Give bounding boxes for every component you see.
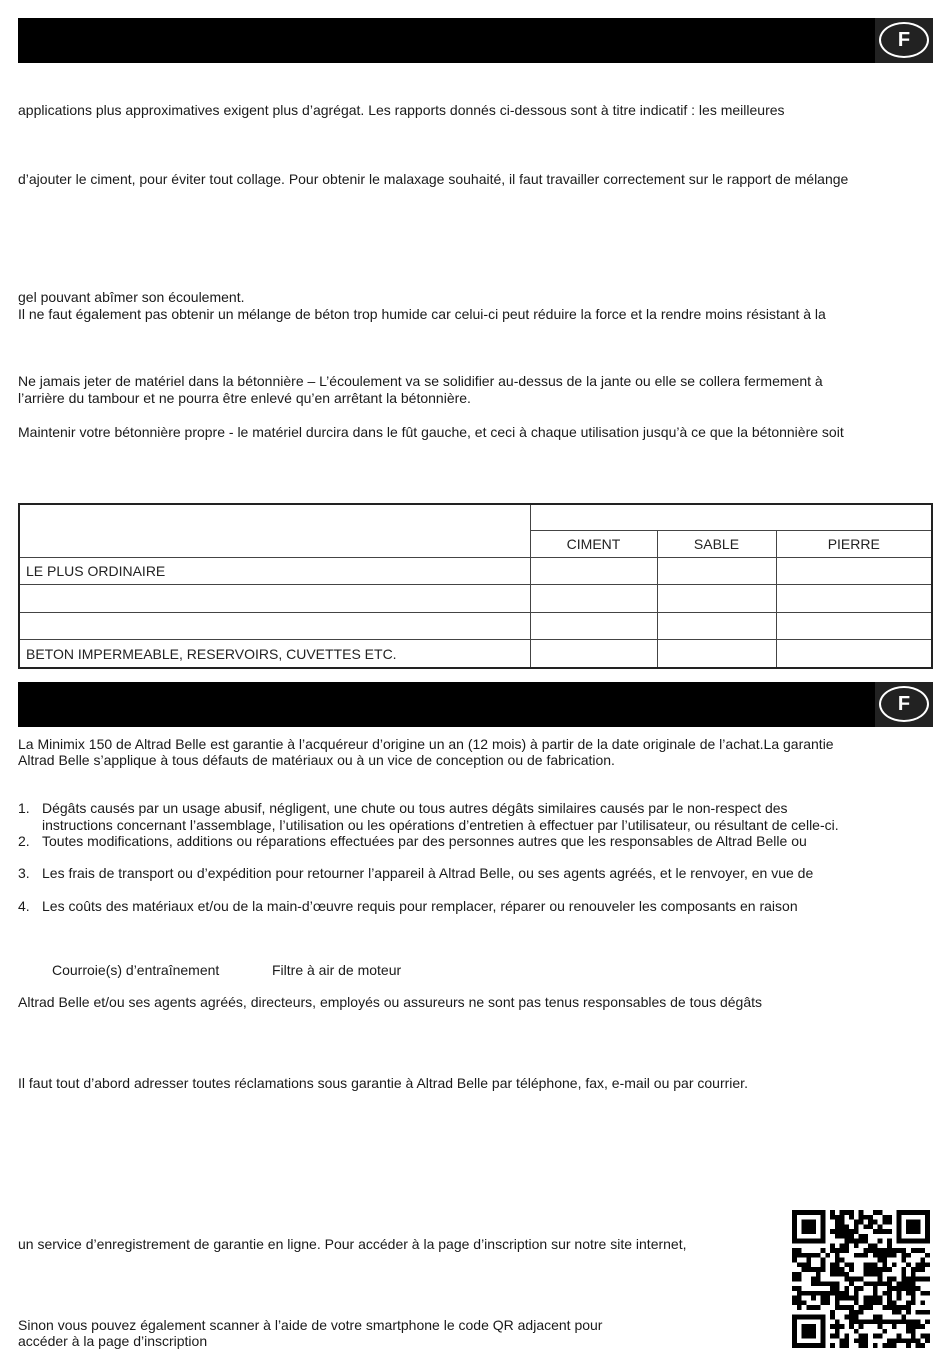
- table-row: [19, 640, 932, 669]
- list-item-number: 3.: [18, 865, 30, 881]
- list-item-number: 1.: [18, 800, 30, 816]
- list-item-text: instructions concernant l’assemblage, l’utilisation ou les opérations d’entretien à effectuer par l’utilisateur, ou résultant de celle-ci.: [42, 817, 839, 833]
- wear-part-air-filter: Filtre à air de moteur: [272, 962, 402, 978]
- cell-ciment: [530, 640, 657, 669]
- mixing-paragraph-4a: Ne jamais jeter de matériel dans la bétonnière – L’écoulement va se solidifier au-dessus de la jante ou elle se collera fermement à: [18, 373, 823, 389]
- language-badge-icon: F: [879, 686, 929, 722]
- list-item-text: Les frais de transport ou d’expédition pour retourner l’appareil à Altrad Belle, ou ses agents agréés, et le renvoyer, en vue de: [42, 865, 814, 881]
- cell-ciment: [530, 613, 657, 640]
- wear-part-belt: Courroie(s) d’entraînement: [52, 962, 220, 978]
- cell-pierre: [776, 613, 932, 640]
- liability-text: Altrad Belle et/ou ses agents agréés, directeurs, employés ou assureurs ne sont pas tenus responsables de tous dégâts: [18, 994, 762, 1010]
- column-header-ciment: CIMENT: [530, 531, 657, 558]
- qr-code-icon[interactable]: [792, 1210, 930, 1348]
- table-header-left: [19, 504, 530, 558]
- row-label: BETON IMPERMEABLE, RESERVOIRS, CUVETTES ETC.: [19, 640, 530, 669]
- cell-sable: [657, 640, 776, 669]
- claims-text: Il faut tout d’abord adresser toutes réclamations sous garantie à Altrad Belle par téléphone, fax, e-mail ou par courrier.: [18, 1075, 748, 1091]
- list-item-number: 4.: [18, 898, 30, 914]
- registration-text: un service d’enregistrement de garantie en ligne. Pour accéder à la page d’inscription sur notre site internet,: [18, 1236, 687, 1252]
- cell-sable: [657, 558, 776, 585]
- section-header-mixing: [18, 18, 933, 63]
- mixing-paragraph-2: d’ajouter le ciment, pour éviter tout collage. Pour obtenir le malaxage souhaité, il faut travailler correctement sur le rapport de mélange: [18, 171, 849, 187]
- list-item-number: 2.: [18, 833, 30, 849]
- table-row: [19, 558, 932, 585]
- cell-sable: [657, 613, 776, 640]
- mixing-paragraph-3b: Il ne faut également pas obtenir un mélange de béton trop humide car celui-ci peut réduire la force et la rendre moins résistant à la: [18, 306, 826, 322]
- language-badge: [875, 682, 933, 727]
- qr-instruction-b: accéder à la page d’inscription: [18, 1333, 208, 1349]
- cell-pierre: [776, 585, 932, 613]
- mixing-paragraph-4b: l’arrière du tambour et ne pourra être enlevé qu’en arrêtant la bétonnière.: [18, 390, 471, 406]
- language-badge: [875, 18, 933, 63]
- table-row: [19, 613, 932, 640]
- column-header-pierre: PIERRE: [776, 531, 932, 558]
- language-badge-icon: F: [879, 22, 929, 58]
- mixing-paragraph-1: applications plus approximatives exigent plus d’agrégat. Les rapports donnés ci-dessous sont à titre indicatif : les meilleures: [18, 102, 785, 118]
- list-item-text: Les coûts des matériaux et/ou de la main-d’œuvre requis pour remplacer, réparer ou renouveler les composants en raison: [42, 898, 798, 914]
- row-label: [19, 585, 530, 613]
- mixing-paragraph-3a: gel pouvant abîmer son écoulement.: [18, 289, 245, 305]
- mix-ratio-table: [18, 503, 933, 669]
- section-header-warranty: [18, 682, 933, 727]
- warranty-intro-b: Altrad Belle s’applique à tous défauts de matériaux ou à un vice de conception ou de fabrication.: [18, 752, 615, 768]
- warranty-intro-a: La Minimix 150 de Altrad Belle est garantie à l’acquéreur d’origine un an (12 mois) à partir de la date originale de l’achat.La garantie: [18, 736, 834, 752]
- cell-sable: [657, 585, 776, 613]
- list-item-text: Dégâts causés par un usage abusif, négligent, une chute ou tous autres dégâts similaires causés par le non-respect des: [42, 800, 788, 816]
- column-header-sable: SABLE: [657, 531, 776, 558]
- cell-pierre: [776, 640, 932, 669]
- table-header-group: [530, 504, 932, 531]
- qr-instruction-a: Sinon vous pouvez également scanner à l’aide de votre smartphone le code QR adjacent pour: [18, 1317, 603, 1333]
- cell-ciment: [530, 585, 657, 613]
- row-label: LE PLUS ORDINAIRE: [19, 558, 530, 585]
- list-item-text: Toutes modifications, additions ou réparations effectuées par des personnes autres que les responsables de Altrad Belle ou: [42, 833, 807, 849]
- cell-ciment: [530, 558, 657, 585]
- mixing-paragraph-5: Maintenir votre bétonnière propre - le matériel durcira dans le fût gauche, et ceci à chaque utilisation jusqu’à ce que la bétonnière soit: [18, 424, 844, 440]
- row-label: [19, 613, 530, 640]
- table-row: [19, 585, 932, 613]
- cell-pierre: [776, 558, 932, 585]
